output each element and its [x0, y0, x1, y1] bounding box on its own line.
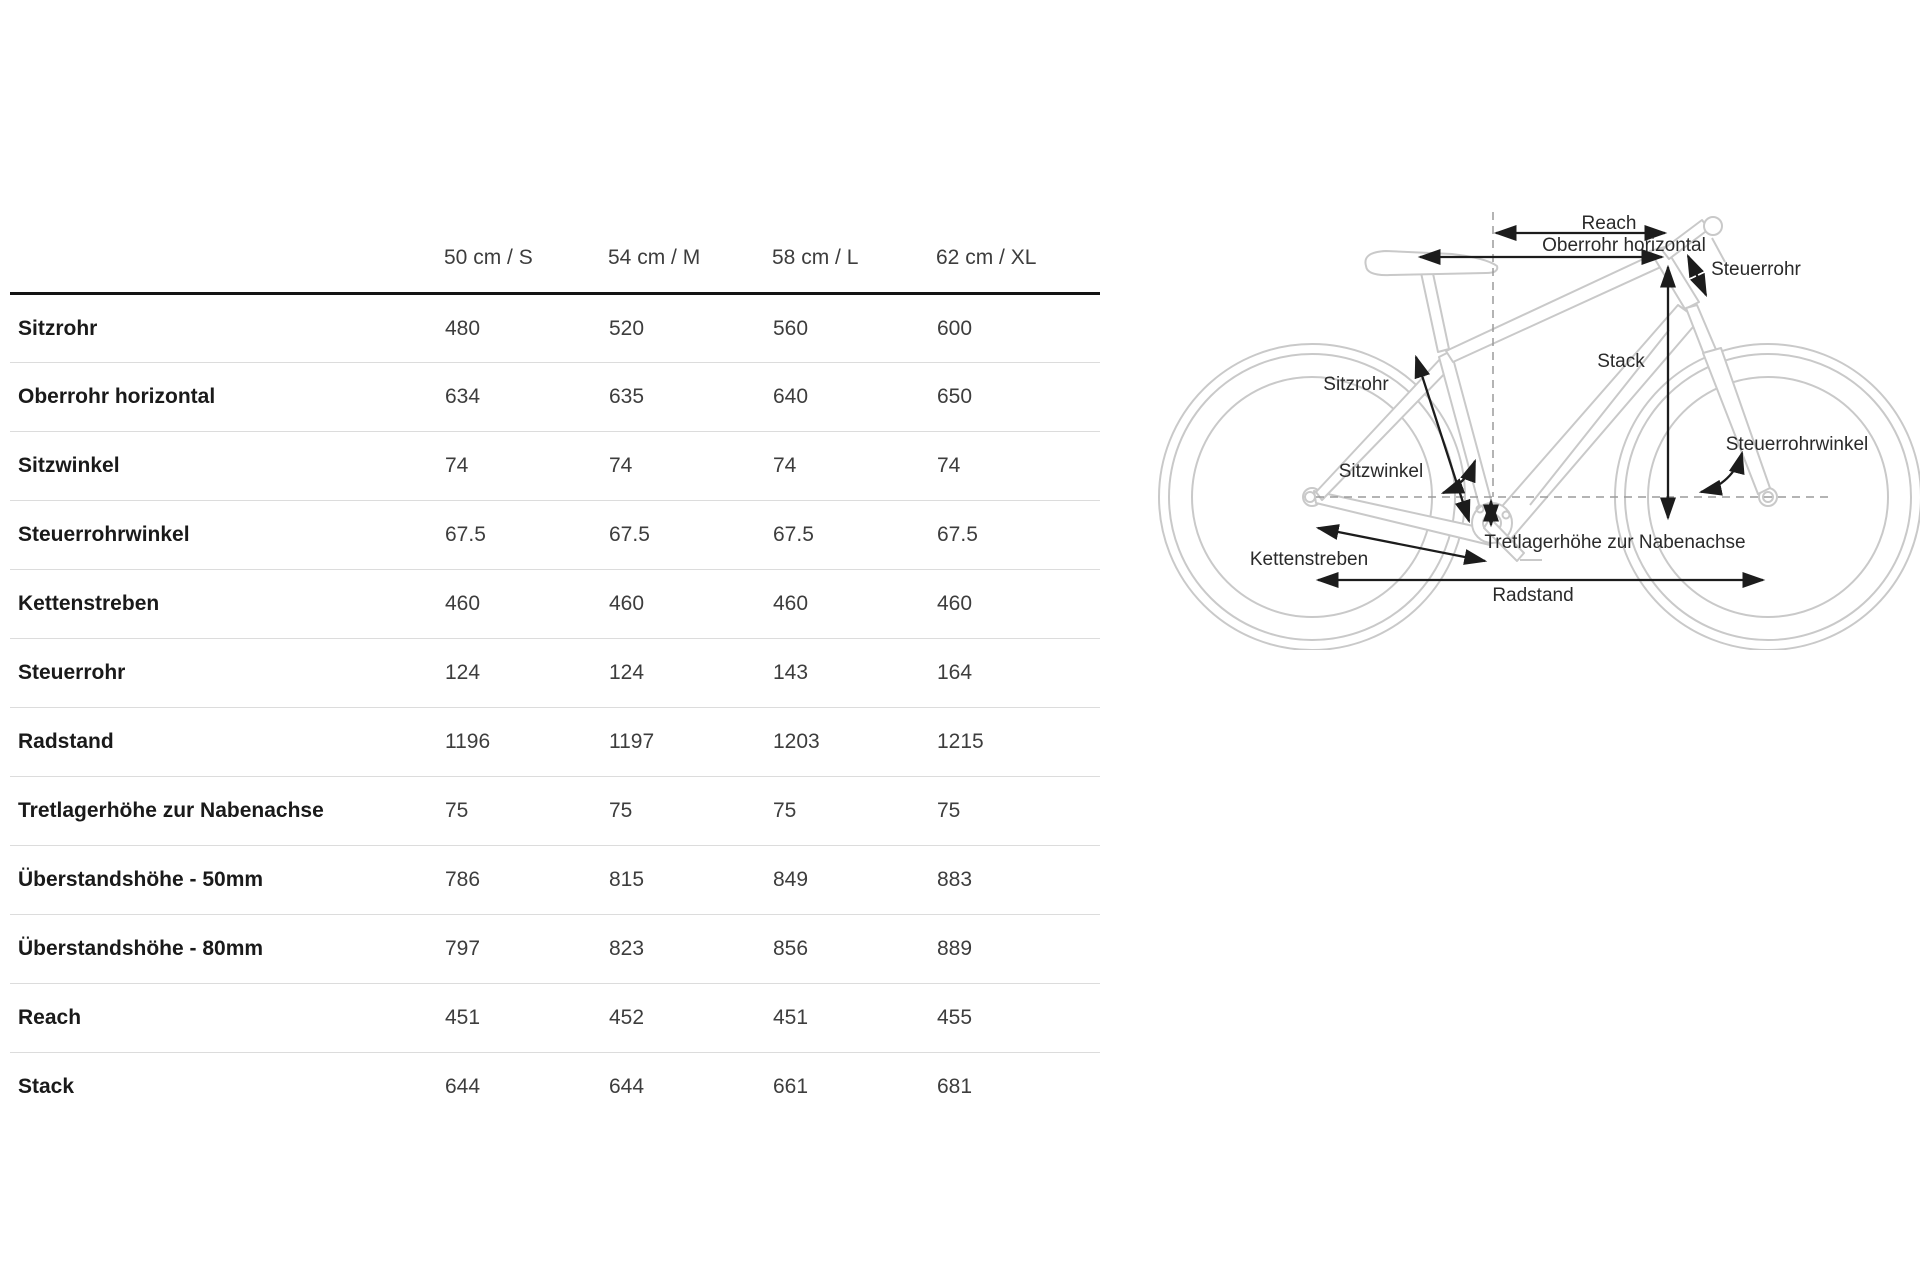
geometry-value: 681	[937, 1075, 973, 1099]
geometry-value: 75	[445, 799, 469, 822]
geometry-value: 849	[773, 868, 809, 891]
geometry-value: 451	[445, 1006, 481, 1029]
row-label: Oberrohr horizontal	[18, 385, 216, 408]
geometry-value: 786	[445, 868, 481, 891]
steuerrohrwinkel-label: Steuerrohrwinkel	[1725, 434, 1869, 455]
row-label: Steuerrohr	[18, 661, 126, 684]
geometry-value: 460	[937, 592, 973, 615]
geometry-value: 1203	[773, 730, 820, 753]
geometry-value: 1197	[609, 730, 655, 753]
table-row	[10, 915, 1100, 984]
geometry-value: 797	[445, 937, 481, 960]
geometry-value: 815	[609, 868, 645, 891]
dimension-arrows	[1318, 233, 1763, 580]
row-label: Reach	[18, 1006, 82, 1029]
diagram-labels	[1250, 213, 1868, 606]
row-label: Kettenstreben	[18, 592, 160, 615]
steuerrohr-label: Steuerrohr	[1711, 259, 1801, 280]
geometry-value: 634	[445, 385, 481, 408]
geometry-value: 74	[445, 454, 469, 477]
geometry-value: 74	[773, 454, 797, 477]
table-row	[10, 501, 1100, 570]
geometry-value: 520	[609, 316, 645, 340]
geometry-value: 67.5	[773, 523, 814, 546]
row-label: Überstandshöhe - 80mm	[18, 937, 264, 960]
geometry-value: 883	[937, 868, 973, 891]
geometry-value: 460	[773, 592, 809, 615]
column-header-size-s: 50 cm / S	[444, 246, 533, 269]
geometry-value: 67.5	[445, 523, 486, 546]
row-label: Überstandshöhe - 50mm	[18, 868, 264, 891]
geometry-value: 1196	[445, 730, 491, 753]
sitzwinkel-label: Sitzwinkel	[1338, 461, 1424, 482]
row-label: Sitzrohr	[18, 316, 98, 340]
geometry-table	[10, 190, 1100, 1122]
geometry-value: 75	[609, 799, 633, 822]
geometry-value: 124	[609, 661, 645, 684]
column-header-size-m: 54 cm / M	[608, 246, 701, 269]
row-label: Radstand	[18, 730, 114, 753]
geometry-value: 1215	[937, 730, 984, 753]
steuerrohrwinkel-arc	[1701, 453, 1742, 492]
table-row	[10, 570, 1100, 639]
row-label: Steuerrohrwinkel	[18, 523, 190, 546]
geometry-value: 74	[609, 454, 633, 477]
stack-label: Stack	[1597, 351, 1645, 372]
table-row	[10, 846, 1100, 915]
table-row	[10, 432, 1100, 501]
geometry-value: 644	[609, 1075, 645, 1099]
sitzrohr-label: Sitzrohr	[1323, 374, 1389, 395]
geometry-value: 164	[937, 661, 973, 684]
geometry-value: 635	[609, 385, 645, 408]
table-row	[10, 1053, 1100, 1122]
geometry-value: 823	[609, 937, 645, 960]
geometry-value: 124	[445, 661, 481, 684]
geometry-value: 143	[773, 661, 809, 684]
geometry-value: 661	[773, 1075, 809, 1099]
kettenstreben-label: Kettenstreben	[1249, 549, 1369, 570]
table-row	[10, 639, 1100, 708]
tretlagerhoehe-label: Tretlagerhöhe zur Nabenachse	[1484, 532, 1746, 553]
geometry-value: 75	[773, 799, 797, 822]
oberrohr-label: Oberrohr horizontal	[1542, 235, 1706, 256]
geometry-value: 644	[445, 1075, 481, 1099]
geometry-value: 460	[609, 592, 645, 615]
column-header-empty	[10, 190, 444, 294]
geometry-value: 67.5	[937, 523, 978, 546]
geometry-value: 600	[937, 316, 973, 340]
geometry-table-section	[10, 190, 1100, 1122]
geometry-value: 455	[937, 1006, 973, 1029]
geometry-value: 67.5	[609, 523, 650, 546]
bike-geometry-diagram	[1130, 150, 1920, 650]
geometry-value: 856	[773, 937, 809, 960]
row-label: Stack	[18, 1075, 75, 1099]
geometry-value: 74	[937, 454, 961, 477]
geometry-value: 451	[773, 1006, 809, 1029]
table-header-row	[10, 190, 1100, 294]
row-label: Sitzwinkel	[18, 454, 120, 477]
geometry-value: 889	[937, 937, 973, 960]
table-row	[10, 777, 1100, 846]
geometry-value: 560	[773, 316, 809, 340]
geometry-value: 452	[609, 1006, 645, 1029]
geometry-value: 640	[773, 385, 809, 408]
table-row	[10, 363, 1100, 432]
row-label: Tretlagerhöhe zur Nabenachse	[18, 799, 324, 822]
column-header-size-xl: 62 cm / XL	[936, 246, 1037, 269]
table-row	[10, 708, 1100, 777]
geometry-value: 480	[445, 316, 481, 340]
table-row	[10, 294, 1100, 363]
radstand-label: Radstand	[1492, 585, 1574, 606]
geometry-value: 650	[937, 385, 973, 408]
column-header-size-l: 58 cm / L	[772, 246, 859, 269]
reach-label: Reach	[1581, 213, 1637, 234]
geometry-value: 460	[445, 592, 481, 615]
geometry-value: 75	[937, 799, 961, 822]
table-row	[10, 984, 1100, 1053]
